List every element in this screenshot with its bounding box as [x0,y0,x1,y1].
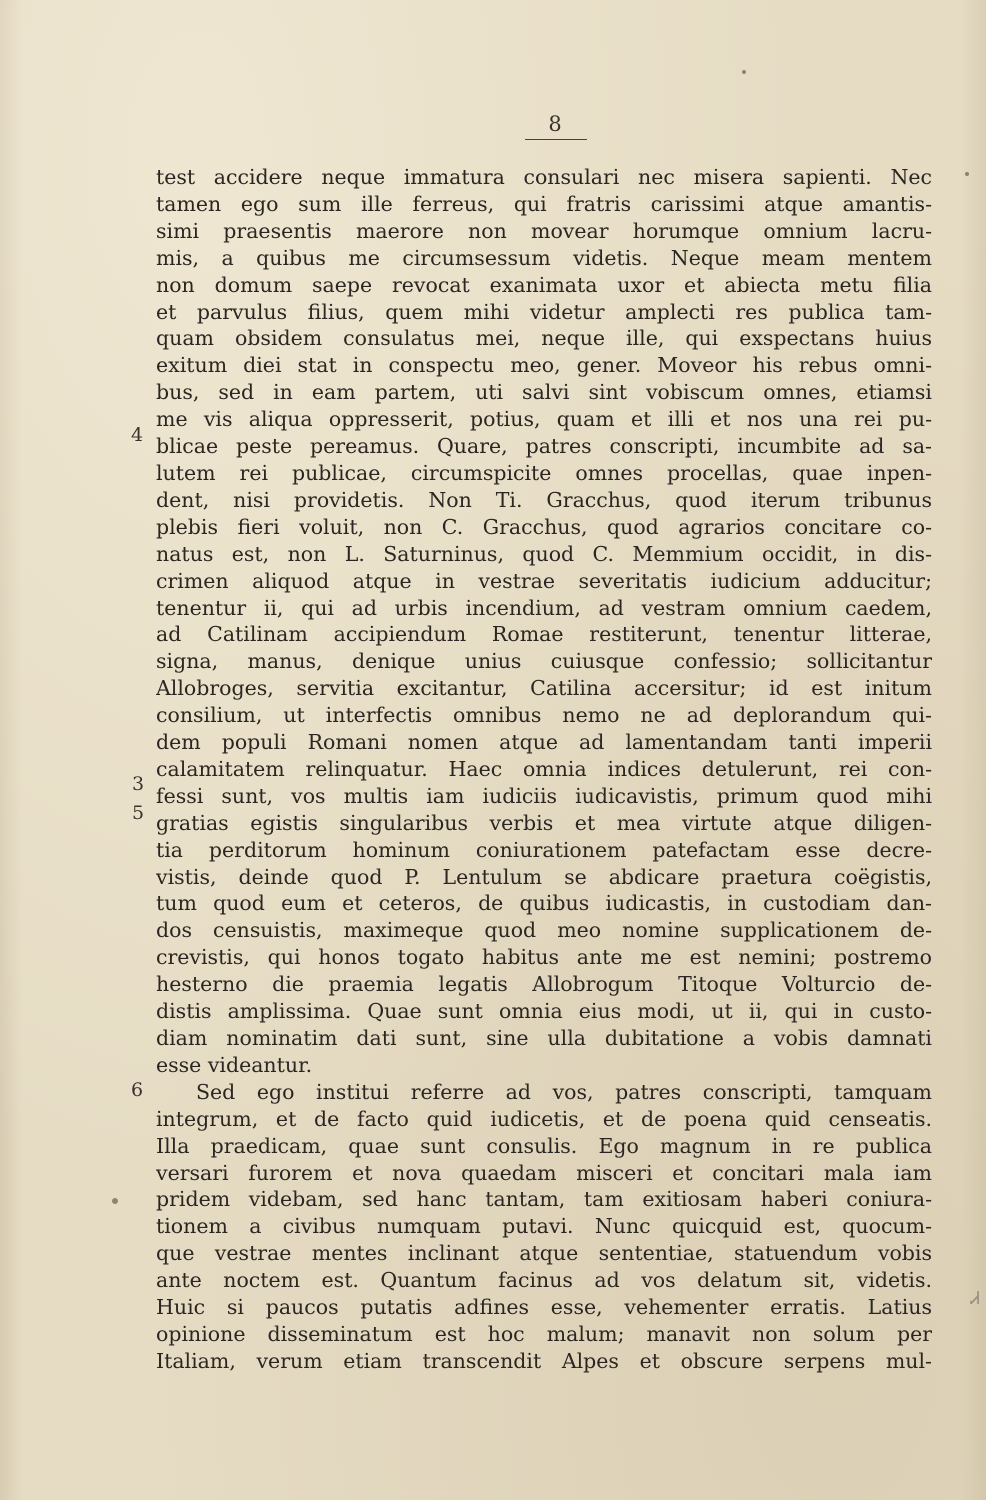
ink-spot [965,172,969,176]
text-line: gratias egistis singularibus verbis et mea virtute atque diligen- [156,810,932,835]
text-line: lutem rei publicae, circumspicite omnes procellas, quae inpen- [156,460,932,485]
text-line: Huic si paucos putatis adfines esse, vehementer erratis. Latius [156,1295,932,1320]
text-line: tamen ego sum ille ferreus, qui fratris carissimi atque amantis- [156,191,932,216]
text-line: distis amplissima. Quae sunt omnia eius modi, ut ii, qui in custo- [156,999,932,1024]
text-line: bus, sed in eam partem, uti salvi sint vobiscum omnes, etiamsi [156,380,932,405]
text-line: Allobroges, servitia excitantur, Catilina accersitur; id est initum [156,676,932,701]
text-line: dos censuistis, maximeque quod meo nomine supplicationem de- [156,918,932,943]
text-line: consilium, ut interfectis omnibus nemo ne ad deplorandum qui- [156,703,932,728]
text-line: mis, a quibus me circumsessum videtis. Neque meam mentem [156,245,932,270]
text-line: versari furorem et nova quaedam misceri et concitari mala iam [156,1160,932,1185]
text-line: tia perditorum hominum coniurationem patefactam esse decre- [156,837,932,862]
text-line: me vis aliqua oppresserit, potius, quam et illi et nos una rei pu- [156,407,932,432]
text-line: tum quod eum et ceteros, de quibus iudicastis, in custodiam dan- [156,891,932,916]
margin-section-number: 3 [132,773,145,795]
text-line: simi praesentis maerore non movear horumque omnium lacru- [156,218,932,243]
text-line: non domum saepe revocat exanimata uxor et abiecta metu filia [156,272,932,297]
text-line: esse videantur. [156,1052,313,1077]
text-line: opinione disseminatum est hoc malum; manavit non solum per [156,1321,932,1346]
text-line: dent, nisi providetis. Non Ti. Gracchus, quod iterum tribunus [156,487,932,512]
text-line: diam nominatim dati sunt, sine ulla dubitatione a vobis damnati [156,1026,932,1050]
text-line: vistis, deinde quod P. Lentulum se abdicare praetura coëgistis, [156,864,932,889]
text-line: crimen aliquod atque in vestrae severitatis iudicium adducitur; [156,568,932,593]
text-line: dem populi Romani nomen atque ad lamentandam tanti imperii [156,730,932,755]
text-line: et parvulus filius, quem mihi videtur amplecti res publica tam- [156,299,932,324]
text-line: Sed ego institui referre ad vos, patres conscripti, tamquam [196,1079,932,1104]
text-line: quam obsidem consulatus mei, neque ille, qui exspectans huius [156,326,932,351]
text-line: blicae peste pereamus. Quare, patres conscripti, incumbite ad sa- [156,434,932,459]
text-line: hesterno die praemia legatis Allobrogum Titoque Volturcio de- [156,972,932,997]
text-line: tenentur ii, qui ad urbis incendium, ad vestram omnium caedem, [156,595,932,620]
text-line: Illa praedicam, quae sunt consulis. Ego magnum in re publica [156,1133,932,1158]
text-line: exitum diei stat in conspectu meo, gener. Moveor his rebus omni- [156,353,932,378]
page-number-rule [525,139,587,140]
text-line: test accidere neque immatura consulari nec misera sapienti. Nec [156,165,932,189]
text-line: que vestrae mentes inclinant atque sententiae, statuendum vobis [156,1241,932,1266]
text-line: plebis fieri voluit, non C. Gracchus, quod agrarios concitare co- [156,514,932,539]
ink-spot [112,1198,118,1204]
pencil-marginal-note: Ꮧ [970,1288,980,1309]
text-line: signa, manus, denique unius cuiusque confessio; sollicitantur [156,649,932,674]
ink-spot [742,70,746,74]
margin-section-number: 4 [131,424,144,446]
text-line: tionem a civibus numquam putavi. Nunc quicquid est, quocum- [156,1214,932,1239]
text-line: fessi sunt, vos multis iam iudiciis iudicavistis, primum quod mihi [156,783,932,808]
margin-section-number: 6 [131,1079,144,1101]
page-number: 8 [548,112,562,136]
text-line: crevistis, qui honos togato habitus ante me est nemini; postremo [156,945,932,970]
text-line: ante noctem est. Quantum facinus ad vos delatum sit, videtis. [156,1268,932,1293]
text-line: integrum, et de facto quid iudicetis, et de poena quid censeatis. [156,1106,932,1131]
margin-section-number: 5 [132,802,145,824]
text-line: natus est, non L. Saturninus, quod C. Memmium occidit, in dis- [156,541,932,566]
body-text [156,164,932,1375]
text-line: ad Catilinam accipiendum Romae restiterunt, tenentur litterae, [156,622,932,647]
text-line: calamitatem relinquatur. Haec omnia indices detulerunt, rei con- [156,756,932,781]
text-line: pridem videbam, sed hanc tantam, tam exitiosam haberi coniura- [156,1187,932,1212]
text-line: Italiam, verum etiam transcendit Alpes et obscure serpens mul- [156,1348,932,1373]
